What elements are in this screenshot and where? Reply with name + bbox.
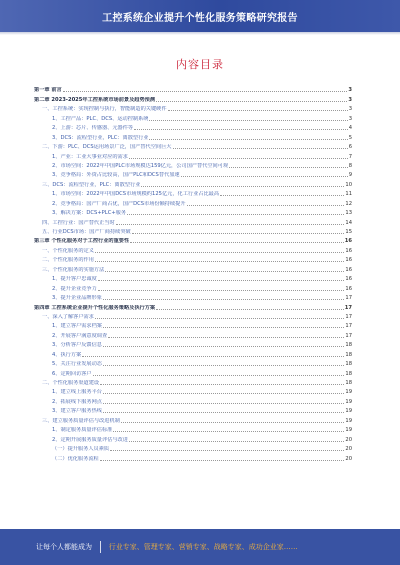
toc-entry[interactable]	[34, 188, 352, 197]
toc-entry[interactable]	[34, 84, 352, 93]
toc-entry-label: 1、建立线上服务平台	[52, 389, 102, 396]
toc-entry[interactable]	[34, 178, 352, 187]
toc-entry-label: 1、市场空间：2022年中国DCS市场规模约125亿元，化工行业占比最高	[52, 191, 220, 198]
toc-entry-page: 16	[345, 285, 352, 292]
toc-entry-label: 5、关注行业发展动态	[52, 361, 102, 368]
toc-entry-page: 18	[345, 351, 352, 358]
toc-entry-label: 第二章 2023-2025年工控系统市场前景及趋势预测	[34, 96, 156, 103]
toc-entry-page: 18	[345, 342, 352, 349]
toc-entry-page: 3	[348, 106, 352, 113]
toc-entry[interactable]	[34, 226, 352, 235]
toc-entry-page: 10	[345, 181, 352, 188]
toc-leader-dots	[141, 186, 344, 187]
toc-entry[interactable]	[34, 414, 352, 423]
toc-entry-page: 13	[345, 210, 352, 217]
toc-entry[interactable]	[34, 244, 352, 253]
toc-entry[interactable]	[34, 386, 352, 395]
toc-entry-page: 19	[345, 389, 352, 396]
toc-leader-dots	[98, 280, 345, 281]
toc-entry-label: 二、个性化服务的作用	[42, 257, 94, 264]
toc-entry-page: 17	[344, 304, 352, 311]
toc-entry-page: 20	[345, 436, 352, 443]
toc-entry-page: 16	[344, 238, 352, 245]
toc-entry[interactable]	[34, 197, 352, 206]
toc-leader-dots	[129, 158, 348, 159]
toc-entry-label: 一、深入了解客户需求	[42, 313, 94, 320]
toc-leader-dots	[63, 91, 348, 92]
toc-entry[interactable]	[34, 122, 352, 131]
toc-entry-page: 12	[345, 200, 352, 207]
toc-entry-label: 3、DCS：流程型行业，PLC：离散型行业	[52, 134, 149, 141]
header-shadow	[0, 32, 400, 35]
toc-entry-label: 1、制定服务质量评估标准	[52, 427, 113, 434]
toc-entry-label: 第三章 个性化服务对于工控行业的重要性	[34, 238, 130, 245]
toc-entry[interactable]	[34, 273, 352, 282]
toc-entry-label: 三、个性化服务的实施方法	[42, 266, 105, 273]
toc-leader-dots	[132, 233, 345, 234]
toc-entry-page: 16	[345, 247, 352, 254]
toc-entry-label: 三、DCS：流程型行业，PLC：离散型行业	[42, 181, 141, 188]
toc-leader-dots	[100, 384, 344, 385]
footer-separator	[100, 541, 101, 553]
toc-entry[interactable]	[34, 405, 352, 414]
toc-leader-dots	[127, 214, 344, 215]
toc-entry[interactable]	[34, 424, 352, 433]
toc-leader-dots	[82, 356, 344, 357]
footer	[0, 529, 400, 565]
toc-leader-dots	[95, 261, 345, 262]
toc-leader-dots	[187, 205, 345, 206]
toc-leader-dots	[168, 110, 348, 111]
toc-entry-page: 19	[345, 427, 352, 434]
toc-entry-page: 4	[348, 125, 352, 132]
toc-entry-label: 2、开展客户满意度调查	[52, 332, 108, 339]
toc-entry-page: 3	[348, 115, 352, 122]
toc-entry-page: 16	[345, 257, 352, 264]
toc-entry[interactable]	[34, 367, 352, 376]
toc-entry-page: 20	[345, 455, 352, 462]
toc-leader-dots	[129, 441, 344, 442]
toc-leader-dots	[149, 139, 347, 140]
toc-entry-label: 1、产业：工业大事业对应的需求	[52, 153, 128, 160]
toc-entry[interactable]	[34, 93, 352, 102]
toc-entry-page: 17	[345, 332, 352, 339]
toc-entry[interactable]	[34, 160, 352, 169]
toc-entry[interactable]	[34, 339, 352, 348]
toc-entry-label: 1、提升客户忠诚度	[52, 276, 97, 283]
toc-leader-dots	[156, 101, 347, 102]
toc-leader-dots	[105, 271, 344, 272]
toc-entry-label: 2、提升企业竞争力	[52, 285, 97, 292]
toc-entry-page: 18	[345, 380, 352, 386]
toc-entry[interactable]	[34, 112, 352, 121]
toc-entry-label: 2、定期开展服务质量评估与改进	[52, 436, 128, 443]
toc-leader-dots	[95, 252, 345, 253]
toc-entry-label: 第一章 前言	[34, 87, 62, 94]
report-header	[0, 0, 400, 32]
toc-entry[interactable]	[34, 348, 352, 357]
toc-entry-label: 3、竞争格局：外资占比较高，国产PLC和DCS替代加速	[52, 172, 180, 179]
toc-entry[interactable]	[34, 433, 352, 442]
toc-entry[interactable]	[34, 141, 352, 150]
toc-entry-label: 二、下游：PLC、DCS运用场景广泛，国产替代空间巨大	[42, 144, 172, 151]
toc-leader-dots	[95, 318, 345, 319]
toc-entry-label: 一、个性化服务的定义	[42, 247, 94, 254]
toc-entry-label: 四、工控行业：国产替代正当时	[42, 219, 115, 226]
toc-entry-page: 11	[345, 191, 352, 198]
toc-entry-page: 18	[345, 370, 352, 377]
toc-leader-dots	[98, 290, 345, 291]
toc-entry-page: 5	[348, 134, 352, 141]
toc-entry-page: 16	[345, 266, 352, 273]
toc-entry-page: 14	[345, 219, 352, 226]
toc-leader-dots	[103, 403, 344, 404]
toc-leader-dots	[113, 431, 344, 432]
toc-entry-label: 1、建立客户需求档案	[52, 323, 102, 330]
toc-entry-page: 9	[348, 172, 352, 179]
toc-entry-label: 6、定期回访客户	[52, 370, 92, 377]
toc-leader-dots	[121, 422, 345, 423]
toc-leader-dots	[108, 337, 344, 338]
toc-leader-dots	[103, 393, 344, 394]
toc-leader-dots	[181, 176, 348, 177]
toc-entry-label: 一、工控系统：实现控制与执行，智能制造的关键硬件	[42, 106, 167, 113]
toc-entry[interactable]	[34, 320, 352, 329]
toc-entry-label: 第四章 工控系统企业提升个性化服务策略及执行方案	[34, 304, 156, 311]
toc-leader-dots	[110, 450, 344, 451]
toc-entry[interactable]	[34, 254, 352, 263]
toc-leader-dots	[220, 195, 344, 196]
toc-entry-label: 3、建立客户服务热线	[52, 408, 102, 415]
toc-entry-page: 3	[348, 96, 352, 103]
toc-entry-label: 2、竞争格局：国产厂商占优，国产DCS市场份额持续提升	[52, 200, 186, 207]
toc-entry-page: 17	[345, 323, 352, 330]
toc-entry[interactable]	[34, 282, 352, 291]
toc-entry-page: 6	[348, 144, 352, 151]
toc-leader-dots	[130, 242, 344, 243]
toc-entry-label: （二）优化服务流程	[52, 455, 99, 462]
toc-entry-page: 15	[345, 229, 352, 235]
toc-entry-page: 16	[345, 276, 352, 283]
toc-entry[interactable]	[34, 329, 352, 338]
toc-entry-page: 17	[345, 313, 352, 320]
toc-leader-dots	[116, 224, 345, 225]
toc-entry-label: 2、市场空间：2022年中国PLC市场规模达159亿元，公司国产替代空间可观	[52, 162, 229, 169]
toc-entry-label: 五、行业DCS市场：国产厂商持续突破	[42, 229, 131, 235]
toc-title: 内容目录	[176, 58, 224, 71]
toc-entry-label: 3、分析客户反馈信息	[52, 342, 102, 349]
toc-entry-label: 3、提升企业品牌形象	[52, 295, 102, 302]
toc-entry-label: 3、解决方案：DCS+PLC+服务	[52, 210, 127, 217]
toc-leader-dots	[173, 148, 348, 149]
footer-slogan-left: 让每个人都能成为	[36, 543, 92, 551]
toc-entry-page: 19	[345, 398, 352, 405]
toc-entry[interactable]	[34, 377, 352, 386]
toc-leader-dots	[149, 120, 347, 121]
toc-leader-dots	[103, 365, 344, 366]
toc-leader-dots	[100, 460, 345, 461]
toc-leader-dots	[93, 375, 345, 376]
toc-entry-page: 17	[345, 295, 352, 302]
toc-entry-label: 1、工控产品：PLC、DCS、运动控制系统	[52, 115, 149, 122]
toc-entry[interactable]	[34, 311, 352, 320]
toc-entry[interactable]	[34, 443, 352, 452]
toc-entry[interactable]	[34, 358, 352, 367]
toc-entry-page: 3	[348, 87, 352, 94]
toc-entry[interactable]	[34, 131, 352, 140]
toc-leader-dots	[229, 167, 348, 168]
toc-leader-dots	[134, 129, 348, 130]
toc-leader-dots	[103, 299, 344, 300]
toc-leader-dots	[156, 309, 344, 310]
toc-entry-page: 20	[345, 446, 352, 453]
toc-entry[interactable]	[34, 216, 352, 225]
table-of-contents	[34, 84, 352, 462]
toc-leader-dots	[103, 412, 344, 413]
toc-entry-page: 19	[345, 417, 352, 424]
toc-entry[interactable]	[34, 207, 352, 216]
toc-entry[interactable]	[34, 150, 352, 159]
toc-entry[interactable]	[34, 292, 352, 301]
toc-entry-label: 二、个性化服务渠道建设	[42, 380, 100, 386]
toc-entry-label: 4、执行方案	[52, 351, 82, 358]
toc-entry-page: 19	[345, 408, 352, 415]
toc-entry[interactable]	[34, 169, 352, 178]
toc-entry[interactable]	[34, 395, 352, 404]
toc-leader-dots	[103, 346, 344, 347]
toc-entry-label: （一）提升服务人员素质	[52, 446, 110, 453]
toc-leader-dots	[103, 327, 344, 328]
toc-entry-label: 2、上游：芯片、传感器、元器件等	[52, 125, 134, 132]
toc-entry-label: 三、建立服务质量评估与改进机制	[42, 417, 120, 424]
toc-entry-page: 8	[348, 162, 352, 169]
toc-entry[interactable]	[34, 103, 352, 112]
toc-entry[interactable]	[34, 235, 352, 244]
report-title: 工控系统企业提升个性化服务策略研究报告	[102, 12, 298, 24]
footer-slogan-right: 行业专家、管理专家、营销专家、战略专家、成功企业家……	[108, 543, 298, 551]
toc-entry-page: 18	[345, 361, 352, 368]
toc-entry[interactable]	[34, 301, 352, 310]
toc-entry-label: 2、拓展线下服务网点	[52, 398, 102, 405]
toc-entry[interactable]	[34, 263, 352, 272]
toc-entry-page: 7	[348, 153, 352, 160]
toc-entry[interactable]	[34, 452, 352, 461]
